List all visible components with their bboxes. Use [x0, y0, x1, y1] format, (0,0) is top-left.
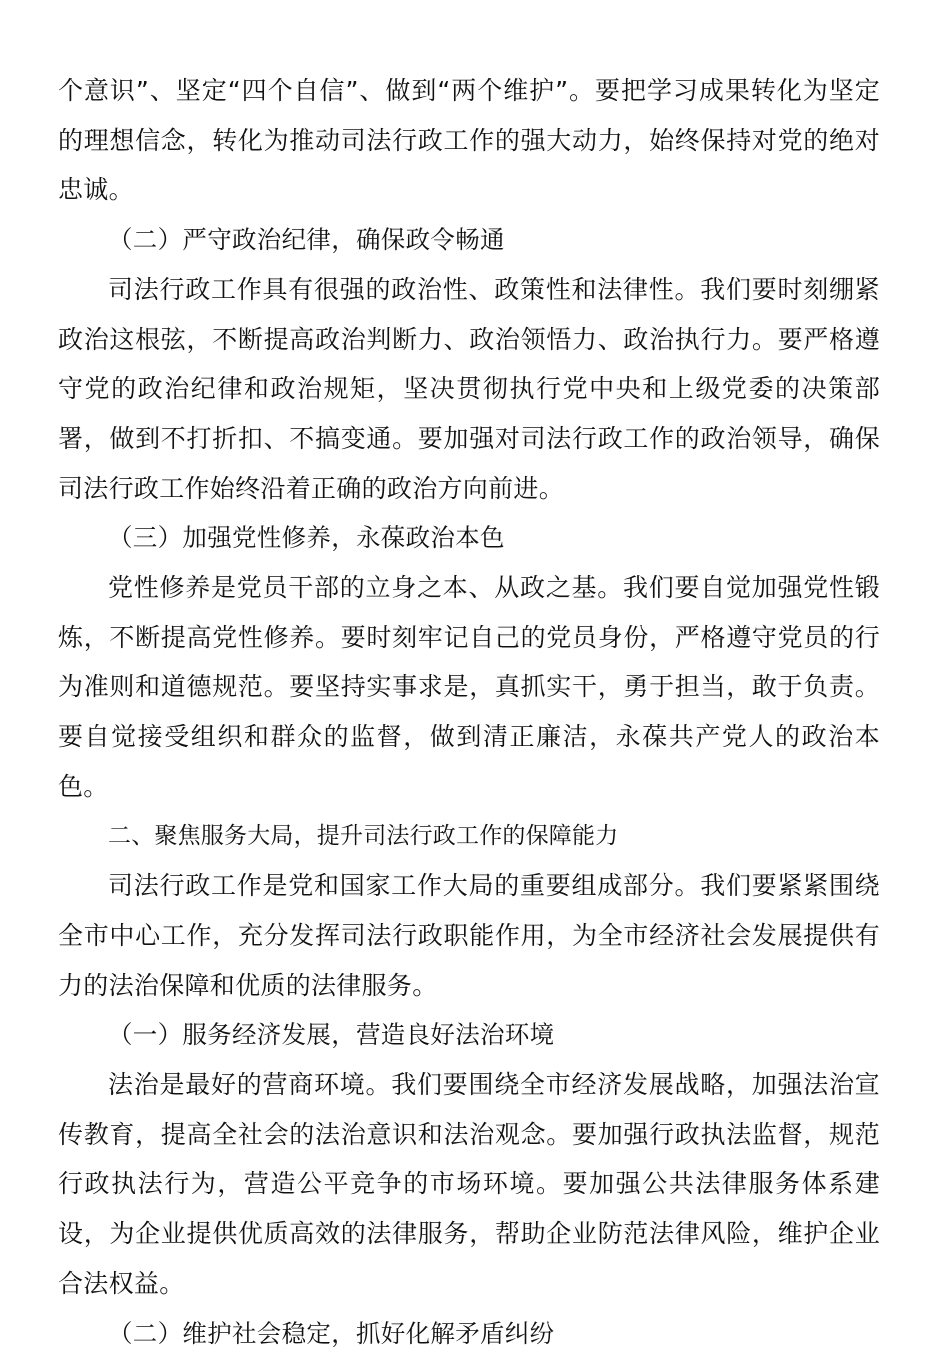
sub-heading-party-spirit: （三）加强党性修养，永葆政治本色 [108, 523, 505, 553]
document-body [58, 66, 880, 1358]
paragraph-serve-overall-situation: 司法行政工作是党和国家工作大局的重要组成部分。我们要紧紧围绕全市中心工作，充分发挥司法行政职能作用，为全市经济社会发展提供有力的法治保障和优质的法律服务。 [58, 871, 880, 1000]
paragraph-political-discipline: 司法行政工作具有很强的政治性、政策性和法律性。我们要时刻绷紧政治这根弦，不断提高政治判断力、政治领悟力、政治执行力。要严格遵守党的政治纪律和政治规矩，坚决贯彻执行党中央和上级党委的决策部署，做到不打折扣、不搞变通。要加强对司法行政工作的政治领导，确保司法行政工作始终沿着正确的政治方向前进。 [58, 274, 880, 503]
sub-heading-serve-economy: （一）服务经济发展，营造良好法治环境 [108, 1020, 555, 1050]
major-heading-serve-overall-situation: 二、聚焦服务大局，提升司法行政工作的保障能力 [108, 822, 619, 849]
paragraph-continuation: 个意识”、坚定“四个自信”、做到“两个维护”。要把学习成果转化为坚定的理想信念，转化为推动司法行政工作的强大动力，始终保持对党的绝对忠诚。 [58, 76, 880, 205]
sub-heading-social-stability: （二）维护社会稳定，抓好化解矛盾纠纷 [108, 1318, 555, 1348]
sub-heading-strict-political-discipline: （二）严守政治纪律，确保政令畅通 [108, 225, 505, 255]
paragraph-party-spirit: 党性修养是党员干部的立身之本、从政之基。我们要自觉加强党性锻炼，不断提高党性修养。要时刻牢记自己的党员身份，严格遵守党员的行为准则和道德规范。要坚持实事求是，真抓实干，勇于担当，敢于负责。要自觉接受组织和群众的监督，做到清正廉洁，永葆共产党人的政治本色。 [58, 573, 880, 801]
paragraph-business-environment: 法治是最好的营商环境。我们要围绕全市经济发展战略，加强法治宣传教育，提高全社会的法治意识和法治观念。要加强行政执法监督，规范行政执法行为，营造公平竞争的市场环境。要加强公共法律服务体系建设，为企业提供优质高效的法律服务，帮助企业防范法律风险，维护企业合法权益。 [58, 1070, 880, 1298]
